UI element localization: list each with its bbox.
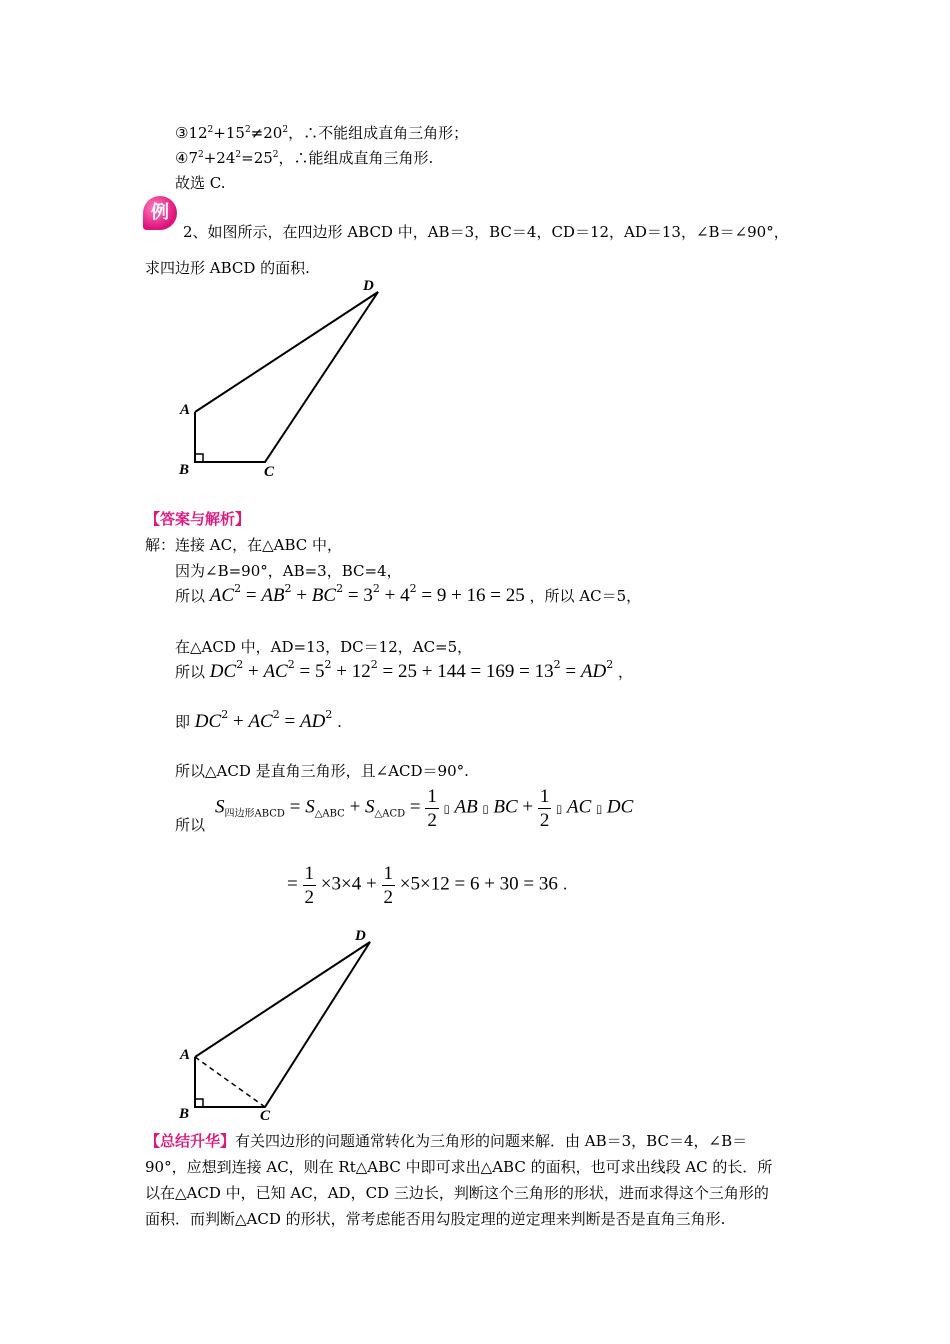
example-line-1: 2、如图所示，在四边形 ABCD 中，AB＝3，BC＝4，CD＝12，AD＝13，∠B＝∠90°， — [183, 223, 789, 241]
prev-item-4: $④7^2+24^2=25^2$，∴能组成直角三角形. — [175, 149, 434, 167]
prev-answer: 故选 C. — [175, 174, 226, 192]
label-C-2: C — [260, 1108, 271, 1124]
summary-heading: 【总结升华】 — [145, 1132, 236, 1150]
quadrilateral-figure — [170, 272, 400, 482]
solution-eq-1: 所以 $AC^2 = AB^2 + BC^2 = 3^2 + 4^2 = 9 + 16 = 25$ ，所以 AC＝5， — [175, 582, 642, 606]
prev-item-3: $③12^2+15^2\ne 20^2$，∴不能组成直角三角形； — [175, 124, 469, 142]
label-C: C — [264, 464, 275, 480]
answer-heading: 【答案与解析】 — [145, 510, 251, 528]
example-badge-icon: 例 — [143, 196, 177, 230]
area-formula: $S_{四边形ABCD} = S_{\triangle ABC} + S_{\triangle ACD}$ = $\frac{1}{2}$ ▯ AB ▯ BC + $\frac{1}{2}$ ▯ AC ▯ DC — [215, 786, 634, 831]
quadrilateral-outline — [195, 292, 378, 462]
solution-eq-2: 所以 $DC^2 + AC^2 = 5^2 + 12^2 = 25 + 144 = 169 = 13^2 = AD^2$ ， — [175, 658, 634, 682]
right-angle-mark-2 — [195, 1099, 203, 1107]
example-line-2: 求四边形 ABCD 的面积. — [145, 259, 310, 277]
solution-eq-3: 即 $DC^2 + AC^2 = AD^2$ . — [175, 708, 342, 732]
summary-line-4: 面积．而判断△ACD 的形状，常考虑能否用勾股定理的逆定理来判断是否是直角三角形. — [145, 1210, 726, 1228]
area-prefix: 所以 — [175, 816, 206, 834]
solution-given-1: 因为∠B=90°，AB=3，BC=4， — [175, 562, 402, 580]
area-calculation: = $\frac{1}{2}$ ×3×4 + $\frac{1}{2}$ ×5×12 = 6 + 30 = 36 . — [287, 863, 568, 908]
summary-line-2: 90°，应想到连接 AC，则在 Rt△ABC 中即可求出△ABC 的面积，也可求出线段 AC 的长．所 — [145, 1158, 773, 1176]
label-D-2: D — [355, 928, 366, 944]
quadrilateral-figure-diagonal — [170, 922, 400, 1127]
label-B-2: B — [179, 1106, 190, 1122]
solution-conclusion: 所以△ACD 是直角三角形，且∠ACD＝90°. — [175, 762, 469, 780]
label-D: D — [363, 278, 374, 294]
right-angle-mark — [195, 454, 203, 462]
summary-line-1: 【总结升华】有关四边形的问题通常转化为三角形的问题来解．由 AB＝3，BC＝4，∠B＝ — [145, 1132, 748, 1150]
summary-line-3: 以在△ACD 中，已知 AC，AD，CD 三边长，判断这个三角形的形状，进而求得这个三角形的 — [145, 1184, 769, 1202]
solution-intro: 解：连接 AC，在△ABC 中， — [145, 536, 342, 554]
label-A-2: A — [180, 1047, 191, 1063]
quadrilateral-outline-2 — [195, 942, 370, 1107]
label-A: A — [180, 402, 191, 418]
solution-given-2: 在△ACD 中，AD=13，DC＝12，AC=5， — [175, 638, 473, 656]
diagonal-AC — [195, 1057, 265, 1107]
label-B: B — [179, 462, 190, 478]
